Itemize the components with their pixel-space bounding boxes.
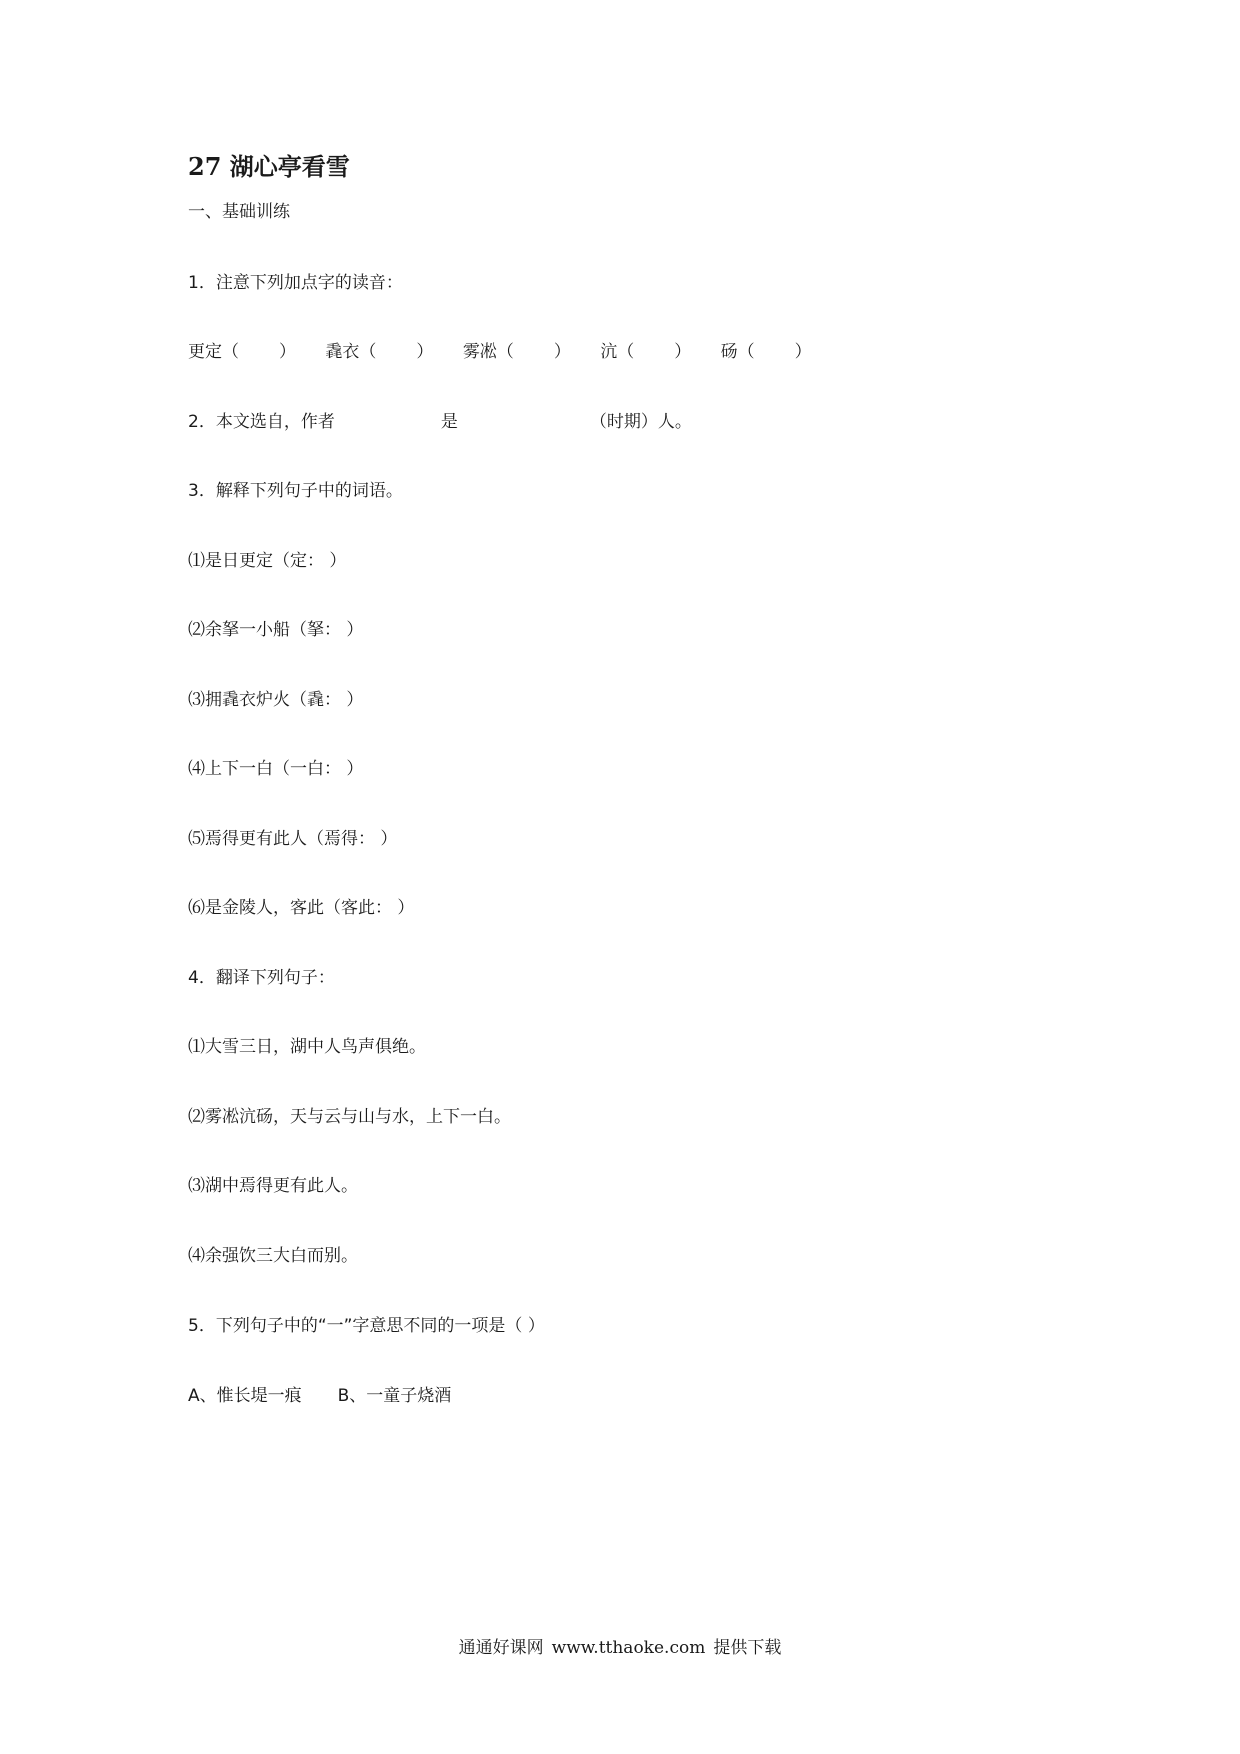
item-close-paren: ） (553, 342, 571, 362)
question-2-part: 2．本文选自 (188, 412, 284, 432)
question-4-item: ⑶湖中焉得更有此人。 (188, 1176, 358, 1196)
page-title: 27 湖心亭看雪 (188, 152, 350, 181)
question-2 (188, 410, 692, 434)
question-3-item: ⑶拥毳衣炉火（毳： ） (188, 690, 364, 710)
pronunciation-item (600, 340, 691, 364)
item-word: 砀 (720, 342, 738, 362)
item-close-paren: ） (674, 342, 692, 362)
pronunciation-item (463, 340, 571, 364)
section-heading: 一、基础训练 (188, 202, 290, 222)
item-word: 更定 (188, 342, 222, 362)
page-footer (0, 1636, 1240, 1660)
item-open-paren: （ (359, 342, 377, 362)
item-close-paren: ） (279, 342, 296, 362)
option-a: A、惟长堤一痕 (188, 1386, 302, 1406)
option-b: B、一童子烧酒 (337, 1386, 452, 1406)
question-4-item: ⑷余强饮三大白而别。 (188, 1246, 358, 1266)
question-1-items (188, 340, 836, 364)
item-close-paren: ） (416, 342, 434, 362)
question-3-item: ⑷上下一白（一白： ） (188, 759, 364, 779)
question-3-item: ⑸焉得更有此人（焉得： ） (188, 829, 398, 849)
question-5-options (188, 1384, 451, 1408)
question-3-item: ⑵余拏一小船（拏： ） (188, 620, 364, 640)
item-word: 雾凇 (462, 342, 497, 362)
question-3-item: ⑴是日更定（定： ） (188, 551, 347, 571)
item-open-paren: （ (617, 342, 635, 362)
question-4-item: ⑴大雪三日，湖中人鸟声俱绝。 (188, 1037, 426, 1057)
question-1-prompt: 1．注意下列加点字的读音： (188, 273, 403, 293)
footer-url: www.tthaoke.com (551, 1638, 706, 1658)
pronunciation-item (325, 340, 433, 364)
question-4-item: ⑵雾凇沆砀，天与云与山与水，上下一白。 (188, 1107, 511, 1127)
question-5-prompt: 5．下列句子中的“一”字意思不同的一项是（ ） (188, 1316, 545, 1336)
footer-site-name: 通通好课网 (458, 1638, 544, 1658)
question-3-prompt: 3．解释下列句子中的词语。 (188, 481, 403, 501)
pronunciation-item (721, 340, 812, 364)
item-open-paren: （ (222, 342, 239, 362)
footer-suffix: 提供下载 (713, 1638, 782, 1658)
pronunciation-item (188, 340, 296, 364)
question-2-part: （时期）人。 (589, 412, 692, 432)
item-open-paren: （ (737, 342, 755, 362)
item-word: 沆 (600, 342, 618, 362)
item-open-paren: （ (496, 342, 514, 362)
question-4-prompt: 4．翻译下列句子： (188, 968, 335, 988)
question-3-item: ⑹是金陵人，客此（客此： ） (188, 898, 415, 918)
question-2-part: 是 (440, 412, 458, 432)
item-word: 毳衣 (325, 342, 360, 362)
item-close-paren: ） (794, 342, 812, 362)
question-2-part: ，作者 (283, 412, 335, 432)
